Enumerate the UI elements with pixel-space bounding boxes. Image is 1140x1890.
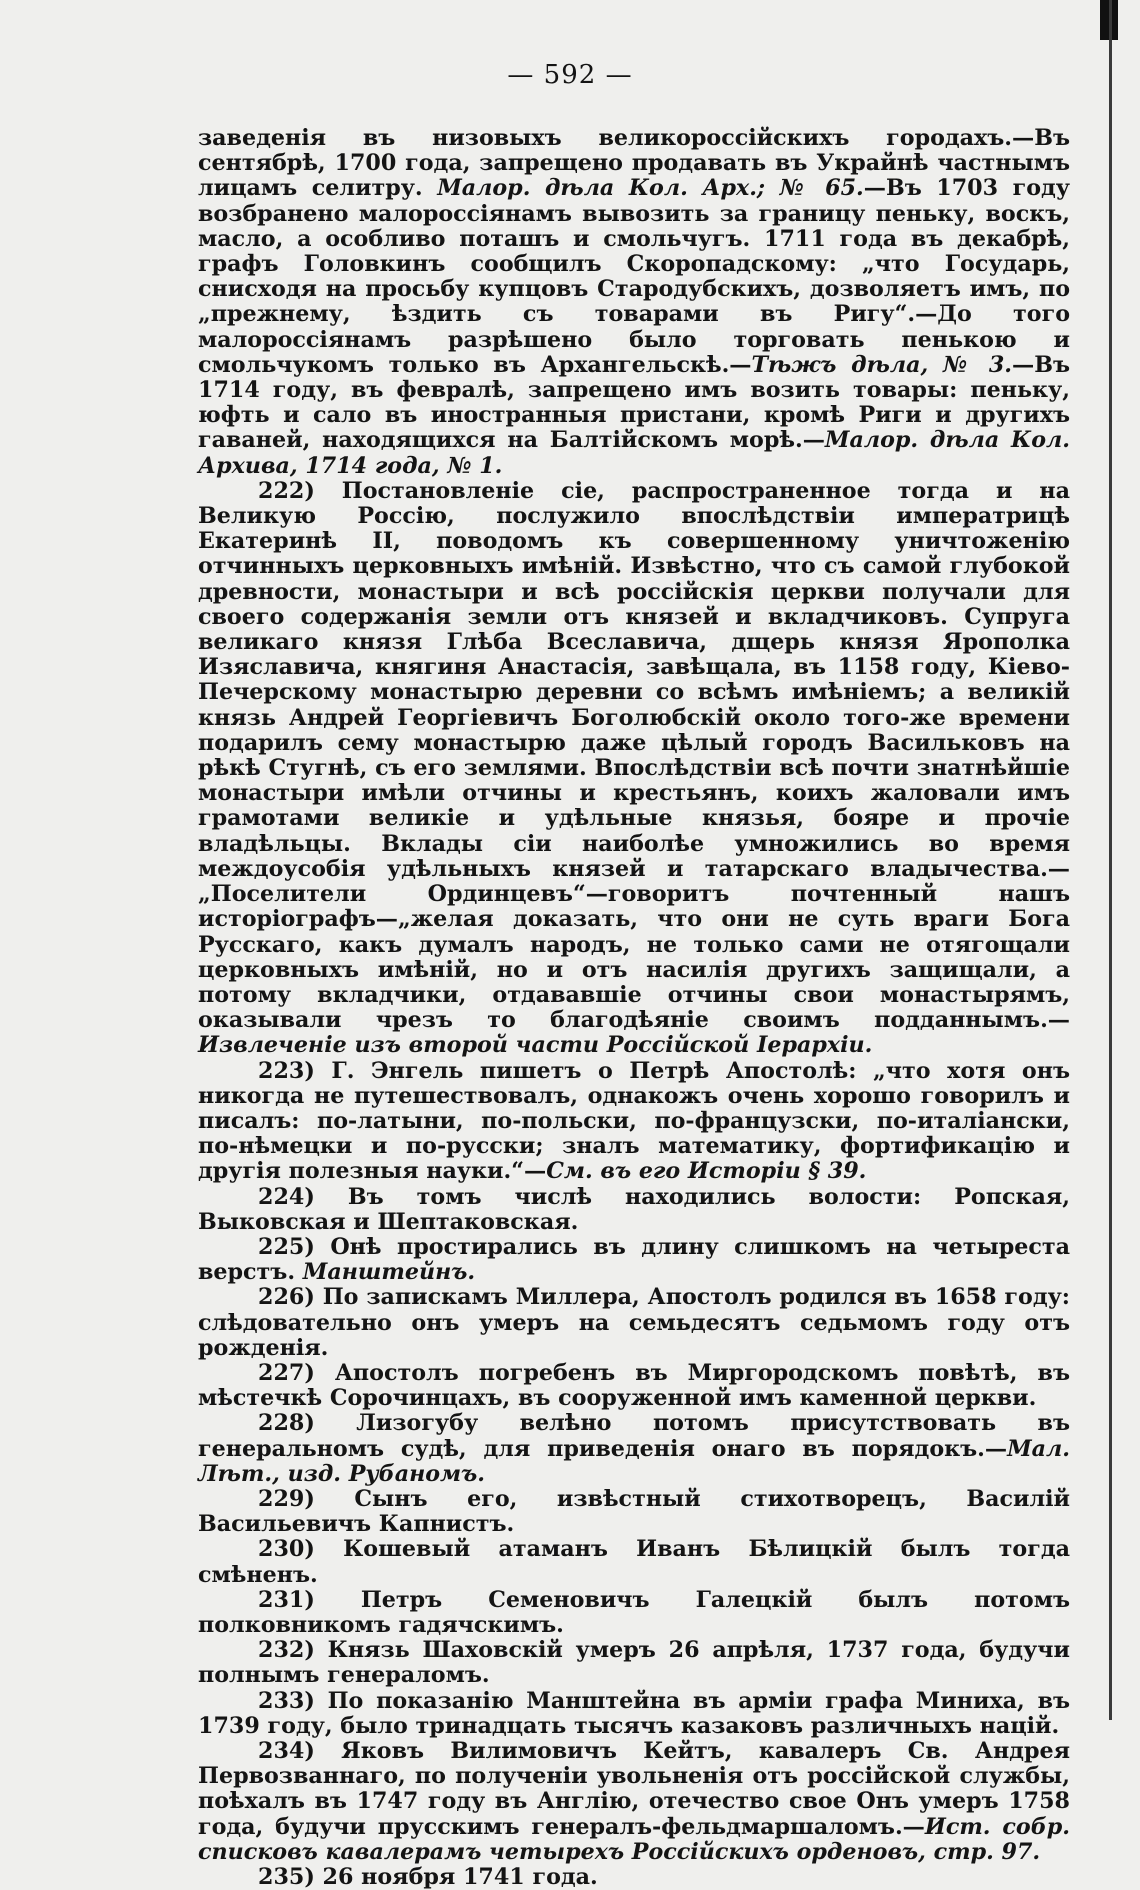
footnote-paragraph — [198, 1537, 1070, 1587]
body-text: заведенія въ низовыхъ великороссійскихъ городахъ.—Въ сентябрѣ, 1700 года, запрещено продавать въ Украйнѣ частнымъ лицамъ селитру. — [198, 125, 1070, 202]
scan-page-edge — [1109, 0, 1112, 1720]
citation-text: Мал. Лѣт., изд. Рубаномъ. — [198, 1435, 1070, 1487]
body-text: 224) Въ томъ числѣ находились волости: Ропская, Выковская и Шептаковская. — [198, 1183, 1070, 1235]
citation-text: См. въ его Исторіи § 39. — [546, 1158, 867, 1185]
body-text: 223) Г. Энгель пишетъ о Петрѣ Апостолѣ: „что хотя онъ никогда не путешествовалъ, однакожъ очень хорошо говорилъ и писалъ: по-латыни, по-польски, по-французски, по-италіански, по-нѣмецки и по-русски; зналъ математику, фортификацію и другія полезныя науки.“— — [198, 1057, 1070, 1185]
page-number: — 592 — — [507, 60, 633, 90]
body-text: 228) Лизогубу велѣно потомъ присутствовать въ генеральномъ судѣ, для приведенія онаго въ порядокъ.— — [198, 1410, 1070, 1462]
body-text: 227) Апостолъ погребенъ въ Миргородскомъ повѣтѣ, въ мѣстечкѣ Сорочинцахъ, въ сооруженной имъ каменной церкви. — [198, 1359, 1070, 1412]
footnote-paragraph — [198, 1588, 1070, 1638]
footnote-paragraph — [198, 479, 1070, 1059]
citation-text: Ист. собр. списковъ кавалерамъ четырехъ Россійскихъ орденовъ, стр. 97. — [198, 1813, 1070, 1865]
footnote-paragraph — [198, 1487, 1070, 1537]
body-text: 231) Петръ Семеновичъ Галецкій былъ потомъ полковникомъ гадячскимъ. — [198, 1586, 1070, 1638]
citation-text: Извлеченіе изъ второй части Россійской Іерархіи. — [198, 1032, 873, 1059]
footnote-paragraph — [198, 1059, 1070, 1185]
body-text: —Въ 1714 году, въ февралѣ, запрещено имъ возить товары: пеньку, юфть и сало въ иностранныя пристани, кромѣ Риги и другихъ гаваней, находящихся на Балтійскомъ морѣ.— — [198, 351, 1070, 454]
body-text: 233) По показанію Манштейна въ арміи графа Миниха, въ 1739 году, было тринадцать тысячъ казаковъ различныхъ націй. — [198, 1687, 1070, 1739]
body-text: 225) Онѣ простирались въ длину слишкомъ на четыреста верстъ. — [198, 1233, 1070, 1286]
footnotes-text — [198, 126, 1070, 1890]
footnote-paragraph — [198, 1739, 1070, 1865]
body-text: 222) Постановленіе сіе, распространенное тогда и на Великую Россію, послужило впослѣдствіи императрицѣ Екатеринѣ II, поводомъ къ совершенному уничтоженію отчинныхъ церковныхъ имѣній. Извѣстно, что съ самой глубокой древности, монастыри и всѣ россійскія церкви получали для своего содержанія земли отъ князей и вкладчиковъ. Супруга великаго князя Глѣба Всеславича, дщерь князя Ярополка Изяславича, княгиня Анастасія, завѣщала, въ 1158 году, Кіево-Печерскому монастырю деревни со всѣмъ имѣніемъ; а великій князь Андрей Георгіевичъ Боголюбскій около того-же времени подарилъ сему монастырю даже цѣлый городъ Васильковъ на рѣкѣ Стугнѣ, съ его землями. Впослѣдствіи всѣ почти знатнѣйшіе монастыри имѣли отчины и крестьянъ, коихъ жаловали имъ грамотами великіе и удѣльные князья, бояре и прочіе владѣльцы. Вклады сіи наиболѣе умножились во время междоусобія удѣльныхъ князей и татарскаго владычества.—„Поселители Ординцевъ“—говоритъ почтенный нашъ исторіографъ—„желая доказать, что они не суть враги Бога Русскаго, какъ думалъ народъ, не только сами не отягощали церковныхъ имѣній, но и отъ насилія другихъ защищали, а потому вкладчики, отдававшіе отчины свои монастырямъ, оказывали чрезъ то благодѣяніе своимъ подданнымъ.— — [198, 477, 1070, 1034]
body-text: 230) Кошевый атаманъ Иванъ Бѣлицкій былъ тогда смѣненъ. — [198, 1536, 1070, 1588]
footnote-paragraph — [198, 1865, 1070, 1890]
citation-text: Тѣжъ дѣла, № 3. — [751, 351, 1013, 378]
body-text: 229) Сынъ его, извѣстный стихотворецъ, Василій Васильевичъ Капнистъ. — [198, 1485, 1070, 1538]
body-text: 232) Князь Шаховскій умеръ 26 апрѣля, 1737 года, будучи полнымъ генераломъ. — [198, 1637, 1070, 1689]
citation-text: Малор. дѣла Кол. Арх.; № 65. — [437, 175, 864, 202]
body-text: 226) По запискамъ Миллера, Апостолъ родился въ 1658 году: слѣдовательно онъ умеръ на семьдесятъ седьмомъ году отъ рожденія. — [198, 1284, 1070, 1361]
citation-text: Малор. дѣла Кол. Архива, 1714 года, № 1. — [198, 427, 1070, 479]
footnote-paragraph — [198, 1689, 1070, 1739]
footnote-paragraph — [198, 1185, 1070, 1235]
body-text: 234) Яковъ Вилимовичъ Кейтъ, кавалеръ Св. Андрея Первозваннаго, по полученіи увольненія отъ россійской службы, поѣхалъ въ 1747 году въ Англію, отечество свое Онъ умеръ 1758 года, будучи прусскимъ генералъ-фельдмаршаломъ.— — [198, 1738, 1070, 1840]
body-text: —Въ 1703 году возбранено малороссіянамъ вывозить за границу пеньку, воскъ, масло, а особливо поташъ и смольчугъ. 1711 года въ декабрѣ, графъ Головкинъ сообщилъ Скоропадскому: „что Государь, снисходя на просьбу купцовъ Стародубскихъ, дозволяетъ имъ, по „прежнему, ѣздить съ товарами въ Ригу“.—До того малороссіянамъ разрѣшено было торговать пенькою и смольчукомъ только въ Архангельскѣ.— — [198, 175, 1070, 378]
footnote-paragraph — [198, 1235, 1070, 1285]
footnote-paragraph — [198, 1411, 1070, 1487]
footnote-paragraph — [198, 1285, 1070, 1361]
body-text: 235) 26 ноября 1741 года. — [258, 1864, 598, 1890]
footnote-paragraph — [198, 1638, 1070, 1688]
continued-paragraph — [198, 126, 1070, 479]
footnote-paragraph — [198, 1361, 1070, 1411]
citation-text: Манштейнъ. — [302, 1259, 476, 1286]
